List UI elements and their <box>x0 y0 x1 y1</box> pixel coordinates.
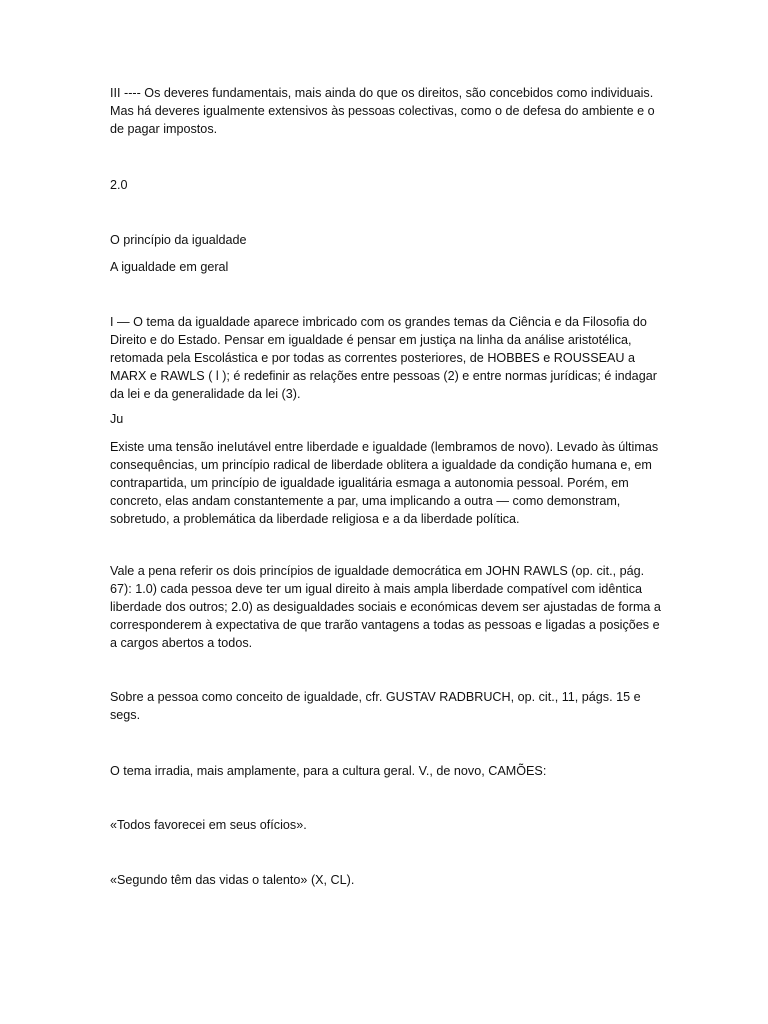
paragraph-deveres-fundamentais: III ---- Os deveres fundamentais, mais ainda do que os direitos, são concebidos como individuais. Mas há deveres igualmente extensivos às pessoas colectivas, como o de defesa do ambiente e o de pagar impostos. <box>110 86 655 136</box>
paragraph-radbruch: Sobre a pessoa como conceito de igualdade, cfr. GUSTAV RADBRUCH, op. cit., 11, págs. 15 e segs. <box>110 690 641 722</box>
quote-line-1: «Todos favorecei em seus ofícios». <box>110 818 307 832</box>
quote-line-2: «Segundo têm das vidas o talento» (X, CL). <box>110 873 355 887</box>
paragraph-fragment: Ju <box>110 412 124 426</box>
paragraph-tema-igualdade: I — O tema da igualdade aparece imbricado com os grandes temas da Ciência e da Filosofia do Direito e do Estado. Pensar em igualdade é pensar em justiça na linha da análise aristotélica, retomada pela Escolástica e por todas as correntes posteriores, de HOBBES e ROUSSEAU a MARX e RAWLS ( l ); é redefinir as relações entre pessoas (2) e entre normas jurídicas; é indagar da lei e da generalidade da lei (3). <box>110 315 657 401</box>
paragraph-tensao-liberdade: Existe uma tensão ineIutável entre liberdade e igualdade (lembramos de novo). Levado às últimas consequências, um princípio radical de liberdade oblitera a igualdade da condição humana e, em contrapartida, um princípio de igualdade igualitária esmaga a autonomia pessoal. Porém, em concreto, elas andam constantemente a par, uma implicando a outra — como demonstram, sobretudo, a problemática da liberdade religiosa e a da liberdade política. <box>110 440 659 526</box>
subsection-title: A igualdade em geral <box>110 260 229 274</box>
paragraph-camoes-intro: O tema irradia, mais amplamente, para a cultura geral. V., de novo, CAMÕES: <box>110 764 547 778</box>
section-title: O princípio da igualdade <box>110 233 247 247</box>
section-number: 2.0 <box>110 178 128 192</box>
paragraph-rawls: Vale a pena referir os dois princípios de igualdade democrática em JOHN RAWLS (op. cit., pág. 67): 1.0) cada pessoa deve ter um igual direito à mais ampla liberdade compatível com idêntica liberdade dos outros; 2.0) as desigualdades sociais e económicas devem ser ajustadas de forma a corresponderem à expectativa de que trarão vantagens a todas as pessoas e ligadas a posições e a cargos abertos a todos. <box>110 564 661 650</box>
